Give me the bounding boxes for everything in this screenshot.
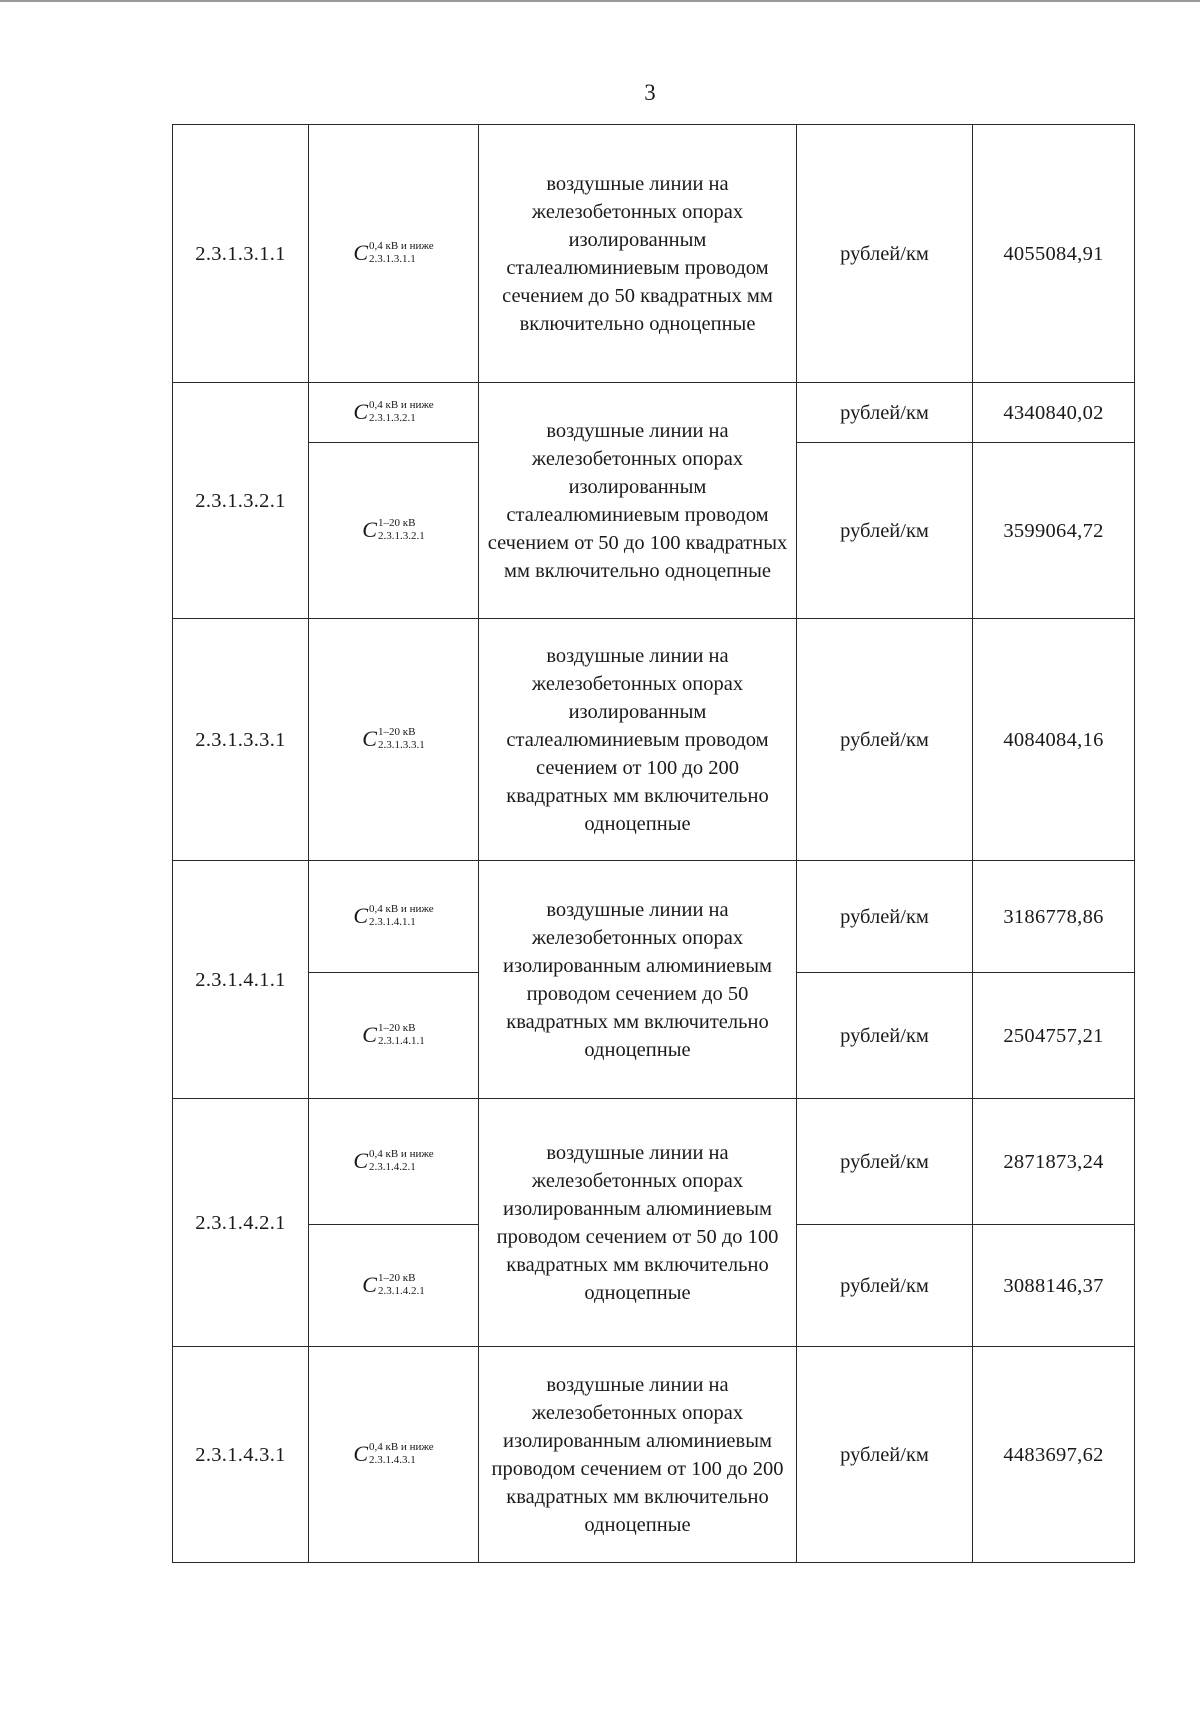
- row-unit: рублей/км: [797, 443, 973, 619]
- page-number: 3: [644, 80, 656, 105]
- row-description: воздушные линии на железобетонных опорах изолированным сталеалюминиевым проводом сечением от 50 до 100 квадратных мм включительно одноцепные: [479, 383, 797, 619]
- row-code: 2.3.1.4.1.1: [173, 861, 309, 1099]
- row-unit: рублей/км: [797, 1099, 973, 1225]
- row-value: 4055084,91: [973, 125, 1135, 383]
- row-code: 2.3.1.3.1.1: [173, 125, 309, 383]
- row-code: 2.3.1.3.3.1: [173, 619, 309, 861]
- row-unit: рублей/км: [797, 973, 973, 1099]
- table-row: [173, 125, 1135, 383]
- table-row: [173, 861, 1135, 973]
- rate-formula-cell: [309, 973, 479, 1099]
- row-description: воздушные линии на железобетонных опорах изолированным алюминиевым проводом сечением от 100 до 200 квадратных мм включительно одноцепные: [479, 1347, 797, 1563]
- row-value: 3599064,72: [973, 443, 1135, 619]
- row-value: 3186778,86: [973, 861, 1135, 973]
- row-description: воздушные линии на железобетонных опорах изолированным сталеалюминиевым проводом сечением от 100 до 200 квадратных мм включительно одноцепные: [479, 619, 797, 861]
- rate-formula: C 1–20 кВ 2.3.1.4.2.1: [362, 1271, 425, 1297]
- row-unit: рублей/км: [797, 1347, 973, 1563]
- rate-formula-cell: [309, 619, 479, 861]
- rate-formula: C 0,4 кВ и ниже 2.3.1.4.1.1: [353, 902, 434, 928]
- rate-formula-cell: [309, 383, 479, 443]
- row-unit: рублей/км: [797, 1225, 973, 1347]
- row-code: 2.3.1.4.2.1: [173, 1099, 309, 1347]
- row-value: 4340840,02: [973, 383, 1135, 443]
- row-value: 2871873,24: [973, 1099, 1135, 1225]
- row-unit: рублей/км: [797, 383, 973, 443]
- rate-formula: C 1–20 кВ 2.3.1.4.1.1: [362, 1021, 425, 1047]
- rate-formula: C 1–20 кВ 2.3.1.3.2.1: [362, 516, 425, 542]
- row-unit: рублей/км: [797, 619, 973, 861]
- row-description: воздушные линии на железобетонных опорах изолированным алюминиевым проводом сечением до 50 квадратных мм включительно одноцепные: [479, 861, 797, 1099]
- row-code: 2.3.1.3.2.1: [173, 383, 309, 619]
- row-code: 2.3.1.4.3.1: [173, 1347, 309, 1563]
- rate-formula: C 1–20 кВ 2.3.1.3.3.1: [362, 725, 425, 751]
- row-value: 2504757,21: [973, 973, 1135, 1099]
- table-row: [173, 1099, 1135, 1225]
- tariff-table: [172, 124, 1135, 1563]
- rate-formula-cell: [309, 443, 479, 619]
- table-row: [173, 619, 1135, 861]
- row-description: воздушные линии на железобетонных опорах изолированным сталеалюминиевым проводом сечением до 50 квадратных мм включительно одноцепные: [479, 125, 797, 383]
- row-unit: рублей/км: [797, 125, 973, 383]
- row-description: воздушные линии на железобетонных опорах изолированным алюминиевым проводом сечением от 50 до 100 квадратных мм включительно одноцепные: [479, 1099, 797, 1347]
- rate-formula-cell: [309, 125, 479, 383]
- row-value: 4483697,62: [973, 1347, 1135, 1563]
- table-row: [173, 383, 1135, 443]
- rate-formula-cell: [309, 1225, 479, 1347]
- row-value: 4084084,16: [973, 619, 1135, 861]
- page-top-edge: [0, 0, 1200, 2]
- rate-formula: C 0,4 кВ и ниже 2.3.1.4.3.1: [353, 1440, 434, 1466]
- rate-formula-cell: [309, 1347, 479, 1563]
- rate-formula: C 0,4 кВ и ниже 2.3.1.3.2.1: [353, 398, 434, 424]
- rate-formula: C 0,4 кВ и ниже 2.3.1.4.2.1: [353, 1147, 434, 1173]
- rate-formula-cell: [309, 1099, 479, 1225]
- rate-formula: C 0,4 кВ и ниже 2.3.1.3.1.1: [353, 239, 434, 265]
- rate-formula-cell: [309, 861, 479, 973]
- table-row: [173, 1347, 1135, 1563]
- row-value: 3088146,37: [973, 1225, 1135, 1347]
- row-unit: рублей/км: [797, 861, 973, 973]
